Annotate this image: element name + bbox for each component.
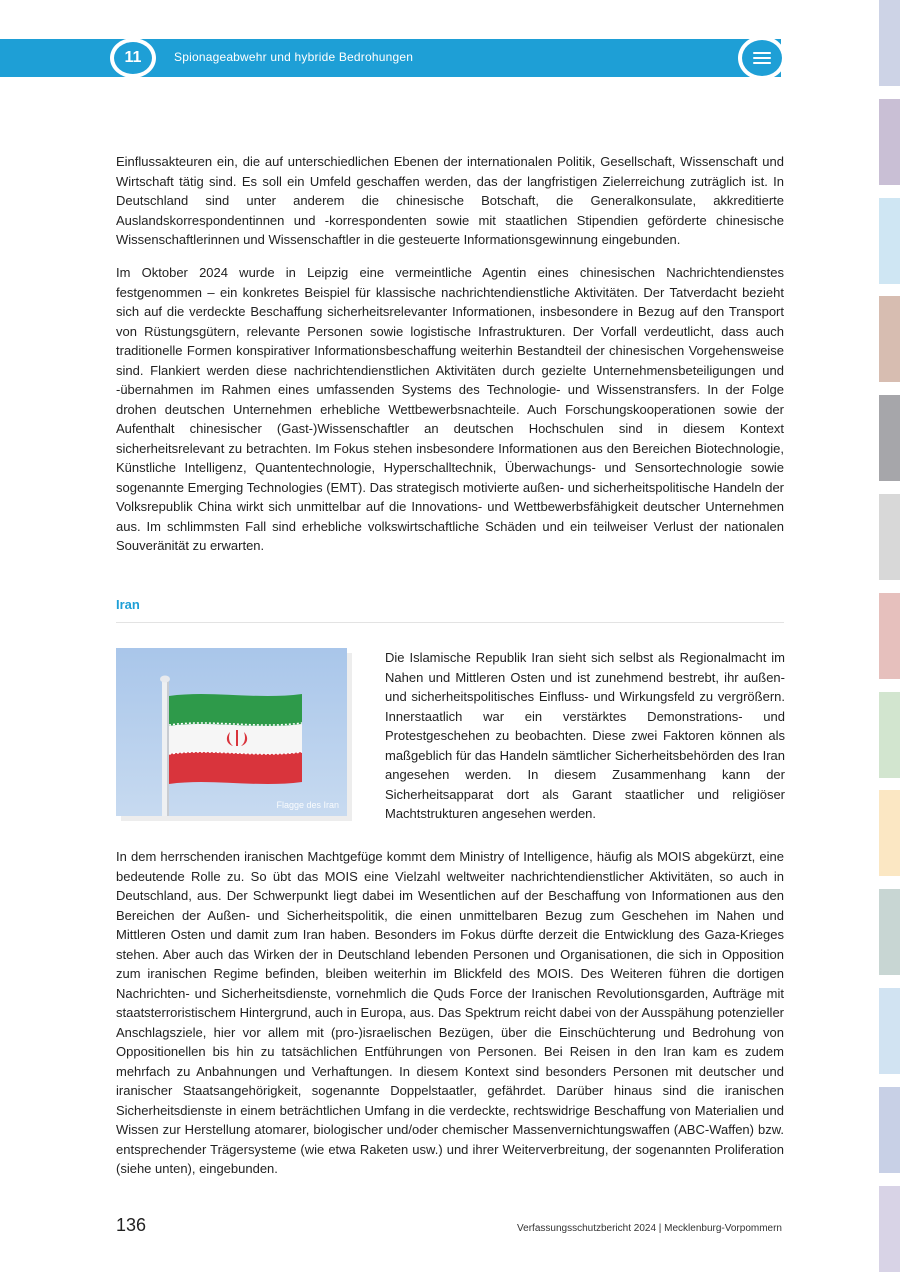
chapter-number: 11 [124, 49, 142, 66]
image-caption: Flagge des Iran [276, 800, 339, 810]
side-tab-7[interactable] [879, 593, 900, 679]
hamburger-menu-icon [753, 52, 771, 64]
side-tab-9[interactable] [879, 790, 900, 876]
iran-intro-paragraph: Die Islamische Republik Iran sieht sich selbst als Regionalmacht im Nahen und Mittleren Osten und ist zunehmend bestrebt, ihr außen- und sicherheitspolitisches Einfluss- und Wirkungsfeld zu vergrößern. Innerstaatlich war ein verstärktes Demonstrations- und Protestgeschehen zu beobachten. Diese zwei Faktoren können als maßgeblich für das Handeln sämtlicher Sicherheitsbehörden des Iran angesehen werden. In diesem Zusammenhang kann der Sicherheitsapparat dort als Garant staatlicher und religiöser Machtstrukturen angesehen werden. [385, 650, 785, 821]
iran-flag-illustration [116, 648, 347, 816]
body-paragraph-1: Einflussakteuren ein, die auf unterschiedlichen Ebenen der internationalen Politik, Gesellschaft, Wissenschaft und Wirtschaft tätig sind. Es soll ein Umfeld geschaffen werden, das der langfristigen Zielerreichung zuträglich ist. In Deutschland sind unter anderem die chinesische Botschaft, die Generalkonsulate, akkreditierte Auslandskorrespondentinnen und -korrespondenten sowie mit staatlichen Stipendien geförderte chinesische Wissenschaftlerinnen und Wissenschaftler in die gesteuerte Informationsgewinnung eingebunden. [116, 154, 784, 247]
side-tab-13[interactable] [879, 1186, 900, 1272]
page-number: 136 [116, 1215, 147, 1235]
menu-button[interactable] [738, 36, 786, 80]
side-tab-5[interactable] [879, 395, 900, 481]
publication-footer: Verfassungsschutzbericht 2024 | Mecklenburg-Vorpommern [517, 1223, 782, 1234]
chapter-number-badge [110, 38, 156, 78]
side-tab-8[interactable] [879, 692, 900, 778]
side-tab-3[interactable] [879, 198, 900, 284]
chapter-title: Spionageabwehr und hybride Bedrohungen [174, 50, 414, 64]
side-tab-4[interactable] [879, 296, 900, 382]
side-tab-6[interactable] [879, 494, 900, 580]
body-paragraph-2: Im Oktober 2024 wurde in Leipzig eine vermeintliche Agentin eines chinesischen Nachrichtendienstes festgenommen – ein konkretes Beispiel für klassische nachrichtendienstliche Aktivitäten. Der Tatverdacht bezieht sich auf die verdeckte Beschaffung sicherheitsrelevanter Informationen, insbesondere in Bezug auf den Transport von Rüstungsgütern, relevante Personen sowie logistische Infrastrukturen. Der Vorfall verdeutlicht, dass auch traditionelle Formen konspirativer Informationsbeschaffung weiterhin Bestandteil der chinesischen Vorgehensweise sind. Flankiert werden diese nachrichtendienstlichen Aktivitäten durch gezielte Unternehmensbeteiligungen und -übernahmen im Rahmen eines umfassenden Systems des Technologie- und Wissenstransfers. In der Folge drohen deutschen Unternehmen erhebliche Wettbewerbsnachteile. Auch Forschungskooperationen sowie der Aufenthalt chinesischer (Gast-)Wissenschaftler an deutschen Hochschulen sind in diesem Kontext sicherheitsrelevant zu betrachten. Im Fokus stehen insbesondere Informationen aus den Bereichen Biotechnologie, Künstliche Intelligenz, Quantentechnologie, Hyperschalltechnik, Überwachungs- und Sensortechnologie sowie sogenannte Emerging Technologies (EMT). Das strategisch motivierte außen- und sicherheitspolitische Handeln der Volksrepublik China wirkt sich unmittelbar auf die Innovations- und Wettbewerbsfähigkeit deutscher Unternehmen aus. Im schlimmsten Fall sind erhebliche volkswirtschaftliche Schäden und ein teilweiser Verlust der nationalen Souveränität zu erwarten. [116, 265, 784, 553]
side-tab-10[interactable] [879, 889, 900, 975]
chapter-side-tabs [879, 0, 900, 1272]
iran-body-paragraph: In dem herrschenden iranischen Machtgefüge kommt dem Ministry of Intelligence, häufig als MOIS abgekürzt, eine bedeutende Rolle zu. So übt das MOIS eine Vielzahl weltweiter nachrichtendienstlicher Aktivitäten, so auch in Deutschland, aus. Der Schwerpunkt liegt dabei im Wesentlichen auf der Beschaffung von Informationen aus den Bereichen der Außen- und Sicherheitspolitik, die einen unmittelbaren Bezug zum Geschehen im Nahen und Mittleren Osten und damit zum Iran haben. Besonders im Fokus dürfte derzeit die Entwicklung des Gaza-Krieges stehen. Aber auch das Wirken der in Deutschland lebenden Personen und Organisationen, die sich in Opposition zum iranischen Regime befinden, bleiben weiterhin im Blickfeld des MOIS. Des Weiteren führen die dortigen Nachrichten- und Sicherheitsdienste, vornehmlich die Quds Force der Iranischen Revolutionsgarden, Aufträge mit staatsterroristischem Hintergrund, auch in Europa, aus. Das Spektrum reicht dabei von der Ausspähung potenzieller Anschlagsziele, hier vor allem mit (pro-)israelischen Bezügen, über die Einschüchterung und Bedrohung von Oppositionellen bis hin zu tatsächlichen Entführungen von Personen. Bei Reisen in den Iran kam es zudem mehrfach zu Anbahnungen und Verhaftungen. In diesem Kontext sind besonders Personen mit deutscher und iranischer Staatsangehörigkeit, sogenannte Doppelstaatler, gefährdet. Darüber hinaus sind die iranischen Sicherheitsdienste in einem beträchtlichen Umfang in die verdeckte, rechtswidrige Beschaffung von Materialien und Wissen zur Herstellung atomarer, biologischer und/oder chemischer Massenvernichtungswaffen (ABC-Waffen) bzw. entsprechender Trägersysteme (wie etwa Raketen usw.) und ihrer Weiterverbreitung, der sogenannten Proliferation (siehe unten), eingebunden. [116, 849, 784, 1176]
side-tab-2[interactable] [879, 99, 900, 185]
side-tab-11[interactable] [879, 988, 900, 1074]
section-divider [116, 622, 784, 623]
iran-flag-photo [116, 648, 347, 816]
side-tab-1[interactable] [879, 0, 900, 86]
side-tab-12[interactable] [879, 1087, 900, 1173]
section-heading-iran: Iran [116, 597, 140, 612]
